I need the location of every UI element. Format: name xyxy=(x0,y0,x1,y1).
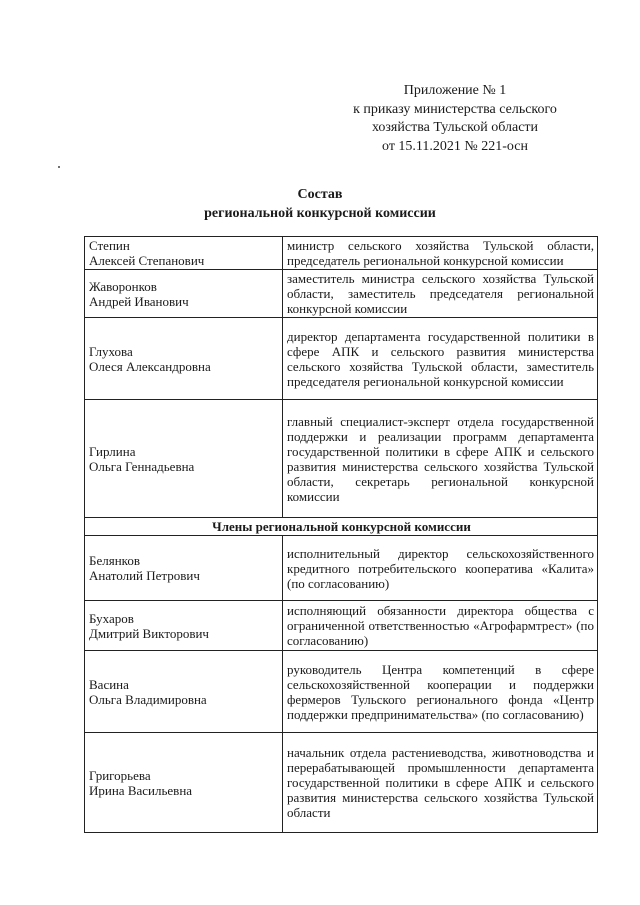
appendix-order-ref: к приказу министерства сельского xyxy=(353,101,557,117)
appendix-date-number: от 15.11.2021 № 221-осн xyxy=(382,138,528,154)
table-row xyxy=(85,601,598,651)
member-name-cell xyxy=(85,733,283,833)
table-row xyxy=(85,733,598,833)
table-row xyxy=(85,318,598,400)
member-role: директор департамента государственной политики в сфере АПК и сельского развития министерства сельского хозяйства Тульской области, заместитель председателя региональной конкурсной комиссии xyxy=(283,318,598,400)
member-surname: Гирлина xyxy=(89,443,136,459)
appendix-header xyxy=(300,82,610,156)
member-role: начальник отдела растениеводства, животноводства и перерабатывающей промышленности департамента государственной политики в сфере АПК и сельского развития министерства сельского хозяйства Тульской области xyxy=(283,733,598,833)
member-name-cell xyxy=(85,536,283,601)
table-row xyxy=(85,270,598,318)
scan-speck xyxy=(58,166,60,168)
member-surname: Жаворонков xyxy=(89,278,157,294)
member-role: главный специалист-эксперт отдела государственной поддержки и реализации программ департамента государственной политики в сфере АПК и сельского развития министерства сельского хозяйства Тульской области, секретарь региональной конкурсной комиссии xyxy=(283,400,598,518)
member-given-name: Алексей Степанович xyxy=(89,253,205,268)
member-surname: Васина xyxy=(89,676,129,692)
member-surname: Бухаров xyxy=(89,610,134,626)
appendix-number: Приложение № 1 xyxy=(403,83,507,98)
member-role: исполняющий обязанности директора общества с ограниченной ответственностью «Агрофармтрест» (по согласованию) xyxy=(283,601,598,651)
member-given-name: Андрей Иванович xyxy=(89,293,189,309)
members-section-heading: Члены региональной конкурсной комиссии xyxy=(85,518,598,536)
table-row xyxy=(85,237,598,270)
member-name-cell xyxy=(85,318,283,400)
member-given-name: Ольга Владимировна xyxy=(89,691,207,707)
member-name-cell xyxy=(85,237,283,270)
member-name-cell xyxy=(85,601,283,651)
member-given-name: Олеся Александровна xyxy=(89,358,211,374)
member-given-name: Анатолий Петрович xyxy=(89,568,200,583)
member-surname: Глухова xyxy=(89,343,133,359)
table-row xyxy=(85,651,598,733)
member-given-name: Ирина Васильевна xyxy=(89,782,193,798)
document-subtitle: региональной конкурсной комиссии xyxy=(204,206,436,221)
table-row xyxy=(85,400,598,518)
member-role: заместитель министра сельского хозяйства Тульской области, заместитель председателя региональной конкурсной комиссии xyxy=(283,270,598,318)
member-given-name: Дмитрий Викторович xyxy=(89,625,209,641)
member-surname: Белянков xyxy=(89,553,140,568)
table-row xyxy=(85,518,598,536)
appendix-ministry: хозяйства Тульской области xyxy=(371,120,539,135)
member-surname: Степин xyxy=(89,238,130,253)
member-role: руководитель Центра компетенций в сфере сельскохозяйственной кооперации и поддержки фермеров Тульского регионального фонда «Центр поддержки предпринимательства» (по согласованию) xyxy=(283,651,598,733)
member-surname: Григорьева xyxy=(89,767,151,783)
commission-table xyxy=(84,236,598,833)
member-role: министр сельского хозяйства Тульской области, председатель региональной конкурсной комиссии xyxy=(283,237,598,270)
member-given-name: Ольга Геннадьевна xyxy=(89,458,195,474)
table-row xyxy=(85,536,598,601)
document-title: Состав xyxy=(297,187,343,202)
member-role: исполнительный директор сельскохозяйственного кредитного потребительского кооператива «Калита» (по согласованию) xyxy=(283,536,598,601)
member-name-cell xyxy=(85,400,283,518)
member-name-cell xyxy=(85,270,283,318)
member-name-cell xyxy=(85,651,283,733)
